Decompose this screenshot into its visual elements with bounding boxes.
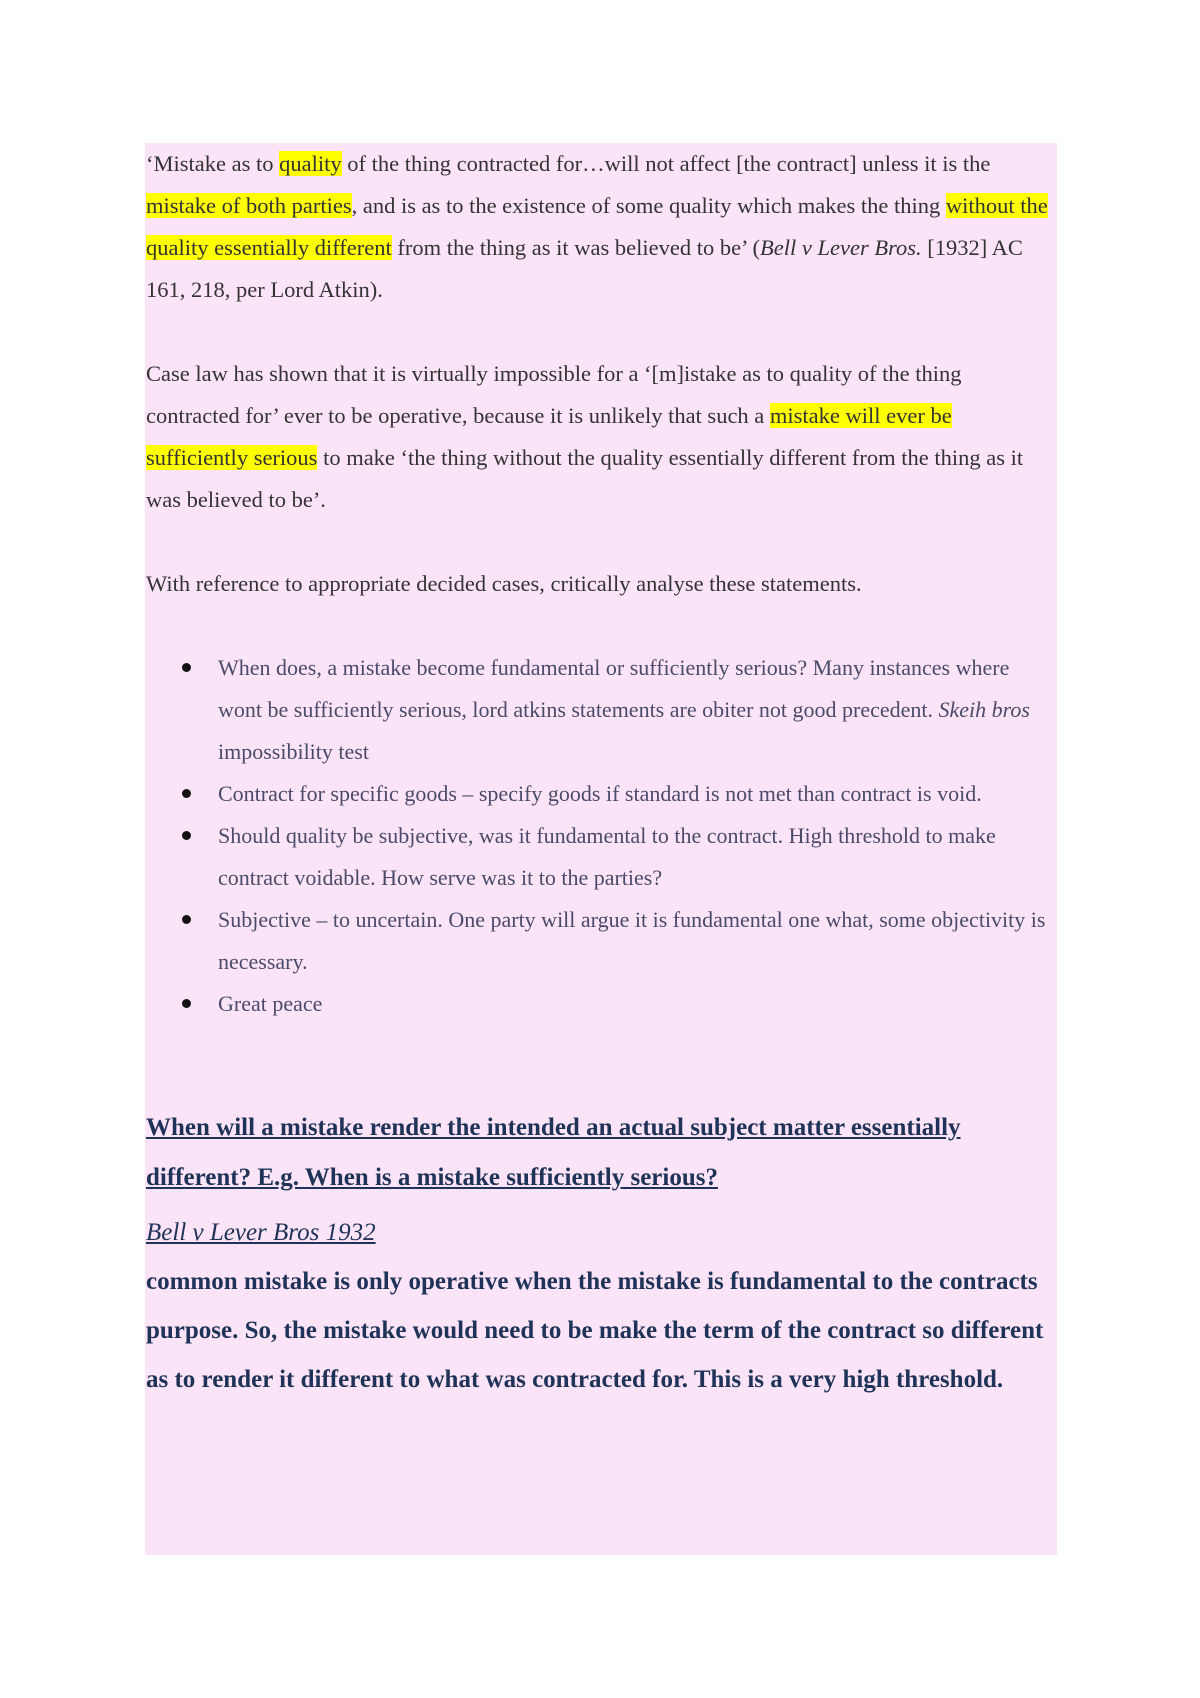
bullet-icon [182, 831, 191, 840]
notes-bullet-list [146, 647, 1058, 1025]
bullet-case-name: Skeih bros [938, 697, 1030, 722]
highlight-sufficiently-serious: mistake will ever be sufficiently serious [146, 403, 952, 470]
quote-text-4: from the thing as it was believed to be’ ( [391, 235, 760, 260]
bullet-icon [182, 999, 191, 1008]
list-item [146, 983, 1058, 1025]
quote-text-2: of the thing contracted for…will not affect [the contract] unless it is the [341, 151, 991, 176]
bullet-icon [182, 789, 191, 798]
statement-text-2: to make ‘the thing without the quality essentially different from the thing as it was believed to be’. [146, 445, 1024, 512]
bullet-text: Great peace [218, 991, 323, 1016]
quote-text-1: ‘Mistake as to [146, 151, 280, 176]
statement-text-1: Case law has shown that it is virtually impossible for a ‘[m]istake as to quality of the thing contracted for’ ever to be operative, because it is unlikely that such a [146, 361, 962, 428]
statement-paragraph [146, 353, 1058, 521]
highlight-quality: quality [279, 151, 342, 176]
bullet-text: Contract for specific goods – specify goods if standard is not met than contract is void. [218, 781, 982, 806]
section-heading: When will a mistake render the intended an actual subject matter essentially different? E.g. When is a mistake sufficiently serious? [146, 1114, 961, 1191]
bullet-icon [182, 663, 191, 672]
list-item [146, 815, 1058, 899]
quote-text-3: , and is as to the existence of some quality which makes the thing [351, 193, 946, 218]
highlight-both-parties: mistake of both parties [146, 193, 352, 218]
quote-case-citation: Bell v Lever Bros. [760, 235, 922, 260]
bullet-icon [182, 915, 191, 924]
case-summary: common mistake is only operative when the mistake is fundamental to the contracts purpose. So, the mistake would need to be make the term of the contract so different as to render it different to what was contracted for. This is a very high threshold. [146, 1268, 1044, 1393]
case-title: Bell v Lever Bros 1932 [146, 1219, 376, 1246]
quote-paragraph [146, 143, 1058, 311]
bullet-text: impossibility test [218, 739, 369, 764]
bullet-text: When does, a mistake become fundamental or sufficiently serious? Many instances where wont be sufficiently serious, lord atkins statements are obiter not good precedent. [218, 655, 1010, 722]
highlight-essentially-different: without the quality essentially different [146, 193, 1048, 260]
instruction-paragraph: With reference to appropriate decided cases, critically analyse these statements. [146, 571, 862, 596]
list-item [146, 899, 1058, 983]
list-item [146, 773, 1058, 815]
list-item [146, 647, 1058, 773]
bullet-text: Subjective – to uncertain. One party will argue it is fundamental one what, some objectivity is necessary. [218, 907, 1046, 974]
quote-text-5: [1932] AC 161, 218, per Lord Atkin). [146, 235, 1023, 302]
document-body [146, 143, 1058, 1404]
bullet-text: Should quality be subjective, was it fundamental to the contract. High threshold to make contract voidable. How serve was it to the parties? [218, 823, 996, 890]
